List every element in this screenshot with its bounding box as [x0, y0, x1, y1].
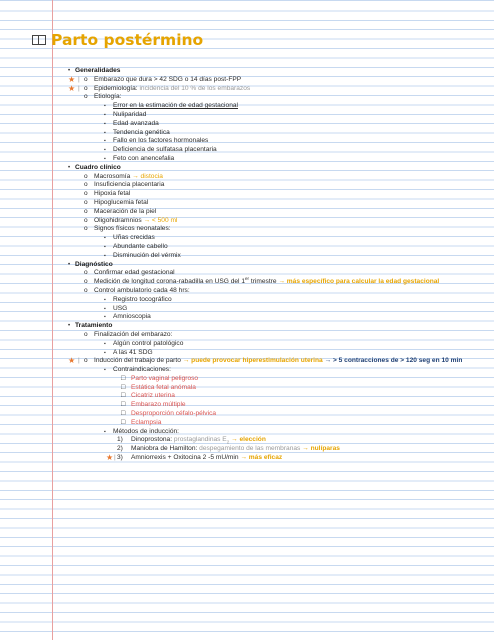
list-item [0, 173, 494, 182]
label: Epidemiología: [94, 84, 138, 92]
arrow-note: → elección [229, 436, 266, 444]
item-text: Fallo en los factores hormonales [113, 137, 209, 145]
arrow-note: → > 5 contracciones de > 120 seg en 10 min [324, 357, 463, 365]
item-text: Control ambulatorio cada 48 hrs: [94, 286, 190, 294]
label: Maniobra de Hamilton: [131, 445, 198, 453]
list-item [0, 384, 494, 393]
list-item [0, 190, 494, 199]
item-text: Nuliparidad [113, 110, 147, 118]
bullet: • [68, 261, 71, 268]
bullet: ▪ [104, 349, 106, 356]
item-text: Amnioscopia [113, 313, 151, 321]
bullet: o [84, 198, 88, 206]
list-item [0, 234, 494, 243]
item-text: Confirmar edad gestacional [94, 269, 175, 277]
bullet: □ [121, 392, 126, 400]
page-title: Parto postérmino [51, 31, 204, 49]
list-item [0, 313, 494, 322]
list-item [0, 217, 494, 226]
star-icon: ★ [68, 83, 76, 93]
item-text: Algún control patológico [113, 339, 184, 347]
superscript: er [245, 275, 250, 281]
list-item [0, 454, 494, 463]
arrow-note: → nulíparas [300, 445, 340, 453]
bullet: o [84, 269, 88, 277]
arrow-note: → < 500 ml [143, 216, 178, 224]
list-item [0, 137, 494, 146]
pipe-divider: | [114, 454, 116, 462]
bullet: ▪ [104, 428, 106, 435]
subscript: 2 [226, 439, 230, 445]
bullet: o [84, 278, 88, 286]
item-text [131, 445, 340, 454]
item-text [94, 85, 250, 94]
section-heading: Cuadro clínico [75, 163, 121, 171]
star-icon: ★ [68, 74, 76, 84]
bullet: o [84, 207, 88, 215]
bullet: ▪ [104, 235, 106, 242]
pipe-divider: | [78, 357, 80, 365]
item-text: Etiología: [94, 93, 122, 101]
pipe-divider: | [78, 75, 80, 83]
section-heading: Tratamiento [75, 322, 113, 330]
bullet: ▪ [104, 296, 106, 303]
list-item [0, 252, 494, 261]
bullet: ▪ [104, 243, 106, 250]
list-item [0, 305, 494, 314]
bullet: • [68, 164, 71, 171]
bullet: o [84, 330, 88, 338]
section-heading: Diagnóstico [75, 260, 113, 268]
item-text: Embarazo que dura > 42 SDG o 14 días post-FPP [94, 75, 242, 83]
bullet: o [84, 216, 88, 224]
bullet: ▪ [104, 111, 106, 118]
item-text [131, 454, 282, 463]
list-item [0, 331, 494, 340]
item-text: Uñas crecidas [113, 234, 155, 242]
list-item [0, 401, 494, 410]
description: despegamiento de las membranas [197, 445, 301, 453]
list-item [0, 357, 494, 366]
bullet: ▪ [104, 155, 106, 162]
item-text: Eclampsia [131, 418, 162, 426]
bullet: ▪ [104, 138, 106, 145]
list-item [0, 392, 494, 401]
arrow-note: → más específico para calcular la edad gestacional [278, 278, 440, 286]
bullet: ▪ [104, 340, 106, 347]
item-text [94, 275, 440, 287]
notes-content [0, 67, 494, 463]
item-text: Tendencia genética [113, 128, 170, 136]
bullet: • [68, 68, 71, 74]
item-text: Métodos de inducción: [113, 427, 179, 435]
list-item [0, 275, 494, 287]
bullet: o [84, 190, 88, 198]
label: Oligohidramnios [94, 216, 142, 224]
list-item [0, 85, 494, 94]
item-text: Registro tocográfico [113, 295, 172, 303]
bullet: o [84, 172, 88, 180]
star-icon: ★ [106, 453, 114, 463]
item-number: 2) [117, 445, 123, 453]
arrow-note: → más eficaz [238, 454, 283, 462]
bullet: ▪ [104, 120, 106, 127]
list-item [0, 102, 494, 111]
item-number: 1) [117, 436, 123, 444]
bullet: ▪ [104, 103, 106, 110]
heading-cuadro-clinico [0, 164, 494, 173]
list-item [0, 445, 494, 454]
bullet: □ [121, 410, 126, 418]
item-text: Contraindicaciones: [113, 366, 171, 374]
label: trimestre [249, 278, 277, 286]
item-text: Signos físicos neonatales: [94, 225, 171, 233]
bullet: ▪ [104, 305, 106, 312]
list-item [0, 287, 494, 296]
arrow-note: → puede provocar hiperestimulación uterina [182, 357, 323, 365]
pipe-divider: | [78, 84, 80, 92]
bullet: • [68, 323, 71, 330]
bullet: ▪ [104, 314, 106, 321]
list-item [0, 296, 494, 305]
value: incidencia del 10 % de los embarazos [139, 84, 251, 92]
list-item [0, 375, 494, 384]
heading-diagnostico [0, 261, 494, 270]
item-text [94, 357, 462, 366]
bullet: o [84, 75, 88, 83]
item-text: Finalización del embarazo: [94, 330, 173, 338]
bullet: ▪ [104, 147, 106, 154]
list-item [0, 428, 494, 437]
bullet: □ [121, 374, 126, 382]
item-text: Abundante cabello [113, 242, 168, 250]
book-icon [32, 35, 46, 45]
item-text [94, 217, 177, 226]
bullet: o [84, 286, 88, 294]
list-item [0, 199, 494, 208]
bullet: o [84, 357, 88, 365]
item-text: Maceración de la piel [94, 207, 157, 215]
label: Macrosomía [94, 172, 131, 180]
bullet: o [84, 84, 88, 92]
item-text: Error en la estimación de edad gestacional [113, 102, 238, 110]
item-text: Deficiencia de sulfatasa placentaria [113, 146, 217, 154]
bullet: o [84, 181, 88, 189]
item-text: Feto con anencefalia [113, 154, 175, 162]
item-text: Insuficiencia placentaria [94, 181, 165, 189]
list-item [0, 181, 494, 190]
item-text: Estática fetal anómala [131, 383, 196, 391]
list-item [0, 129, 494, 138]
heading-tratamiento [0, 322, 494, 331]
item-text [94, 173, 163, 182]
item-text: Desproporción céfalo-pélvica [131, 410, 217, 418]
item-text [131, 436, 266, 445]
item-text: Edad avanzada [113, 119, 159, 127]
item-text: USG [113, 304, 128, 312]
bullet: o [84, 93, 88, 101]
item-text: A las 41 SDG [113, 348, 153, 356]
list-item [0, 366, 494, 375]
item-text: Parto vaginal peligroso [131, 374, 199, 382]
star-icon: ★ [68, 356, 76, 366]
title-row [32, 29, 203, 51]
arrow-note: → distocia [132, 172, 163, 180]
bullet: ▪ [104, 129, 106, 136]
list-item [0, 155, 494, 164]
bullet: □ [121, 383, 126, 391]
label: Medición de longitud corona-rabadilla en USG del 1 [94, 278, 246, 286]
list-item [0, 111, 494, 120]
label: Inducción del trabajo de parto [94, 357, 181, 365]
label: Amniorrexis + Oxitocina 2 -5 mU/min [131, 454, 239, 462]
list-item [0, 340, 494, 349]
item-number: 3) [117, 454, 123, 462]
list-item [0, 419, 494, 428]
item-text: Embarazo múltiple [131, 401, 186, 409]
item-text: Disminución del vérmix [113, 251, 181, 259]
description: prostaglandinas E [172, 436, 227, 444]
bullet: ▪ [104, 367, 106, 374]
list-item [0, 410, 494, 419]
bullet: o [84, 225, 88, 233]
list-item [0, 93, 494, 102]
list-item [0, 208, 494, 217]
list-item [0, 225, 494, 234]
item-text: Hipoglucemia fetal [94, 198, 149, 206]
section-heading: Generalidades [75, 67, 121, 74]
label: Dinoprostona: [131, 436, 173, 444]
bullet: ▪ [104, 252, 106, 259]
item-text: Cicatriz uterina [131, 392, 175, 400]
list-item [0, 120, 494, 129]
list-item [0, 243, 494, 252]
bullet: □ [121, 418, 126, 426]
list-item [0, 146, 494, 155]
bullet: □ [121, 401, 126, 409]
list-item [0, 436, 494, 445]
item-text: Hipoxia fetal [94, 190, 131, 198]
